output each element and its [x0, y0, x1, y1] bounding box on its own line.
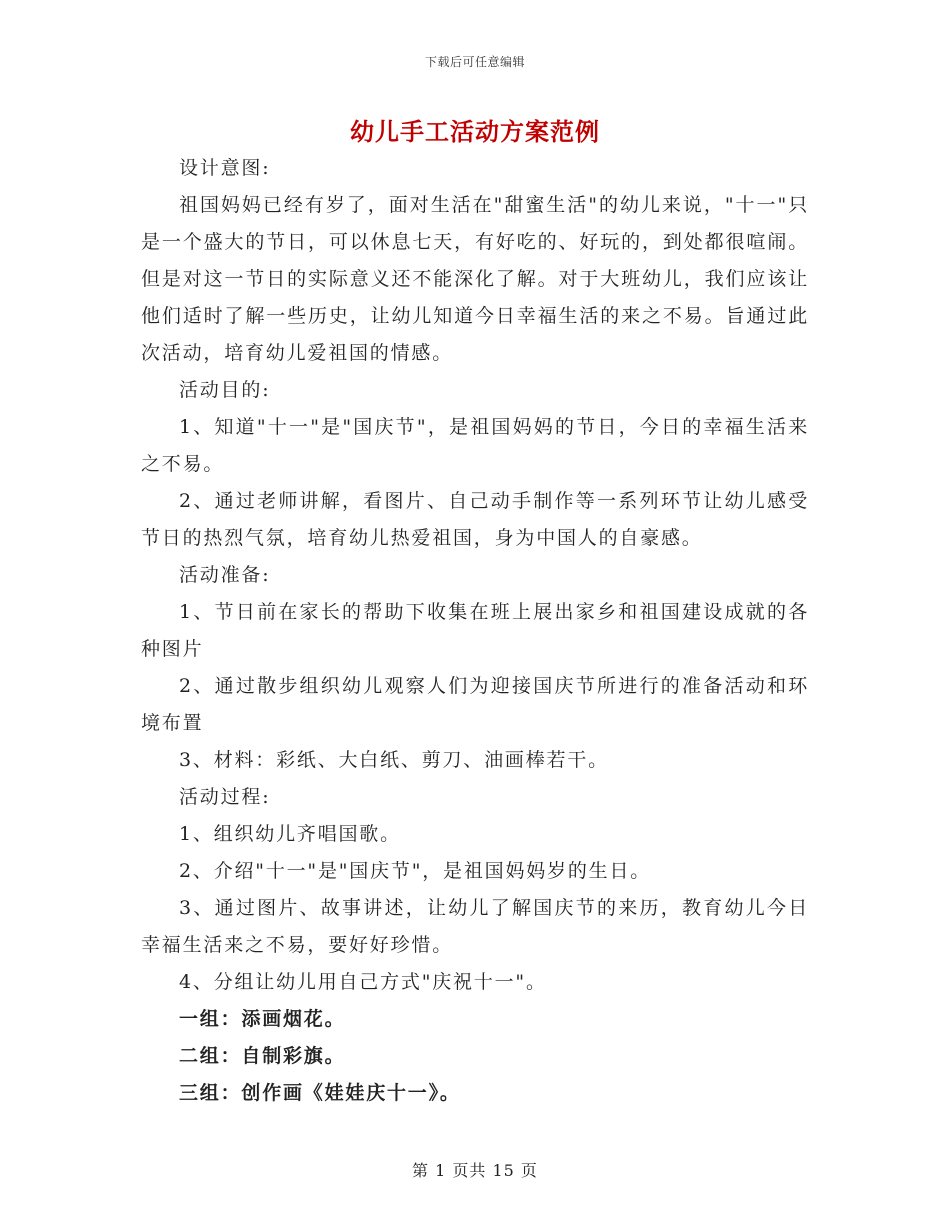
paragraph-bold: 二组：自制彩旗。: [179, 1045, 346, 1067]
paragraph: 1、知道"十一"是"国庆节"，是祖国妈妈的节日，今日的幸福生活来之不易。: [141, 416, 809, 475]
paragraph: 1、组织幼儿齐唱国歌。: [179, 823, 401, 845]
paragraph-bold: 一组：添画烟花。: [179, 1008, 346, 1030]
paragraph: 4、分组让幼儿用自己方式"庆祝十一"。: [179, 971, 547, 993]
paragraph: 1、节日前在家长的帮助下收集在班上展出家乡和祖国建设成就的各种图片: [141, 601, 809, 660]
paragraph: 2、通过散步组织幼儿观察人们为迎接国庆节所进行的准备活动和环境布置: [141, 675, 809, 734]
page-footer: 第 1 页共 15 页: [412, 1161, 538, 1180]
document-title: 幼儿手工活动方案范例: [350, 117, 600, 146]
paragraph-bold: 三组：创作画《娃娃庆十一》。: [179, 1082, 461, 1104]
paragraph: 3、材料：彩纸、大白纸、剪刀、油画棒若干。: [179, 749, 609, 771]
paragraph: 活动目的:: [179, 379, 271, 401]
paragraph: 2、通过老师讲解，看图片、自己动手制作等一系列环节让幼儿感受节日的热烈气氛，培育幼儿热爱祖国，身为中国人的自豪感。: [141, 490, 809, 549]
header-note: 下载后可任意编辑: [424, 55, 525, 69]
document-body: [141, 150, 809, 1112]
paragraph: 设计意图:: [179, 157, 271, 179]
paragraph: 2、介绍"十一"是"国庆节"，是祖国妈妈岁的生日。: [179, 860, 652, 882]
paragraph: 活动准备:: [179, 564, 271, 586]
paragraph: 祖国妈妈已经有岁了，面对生活在"甜蜜生活"的幼儿来说，"十一"只是一个盛大的节日，可以休息七天，有好吃的、好玩的，到处都很喧闹。但是对这一节日的实际意义还不能深化了解。对于大班幼儿，我们应该让他们适时了解一些历史，让幼儿知道今日幸福生活的来之不易。旨通过此次活动，培育幼儿爱祖国的情感。: [141, 194, 809, 364]
paragraph: 3、通过图片、故事讲述，让幼儿了解国庆节的来历，教育幼儿今日幸福生活来之不易，要好好珍惜。: [141, 897, 809, 956]
paragraph: 活动过程:: [179, 786, 271, 808]
